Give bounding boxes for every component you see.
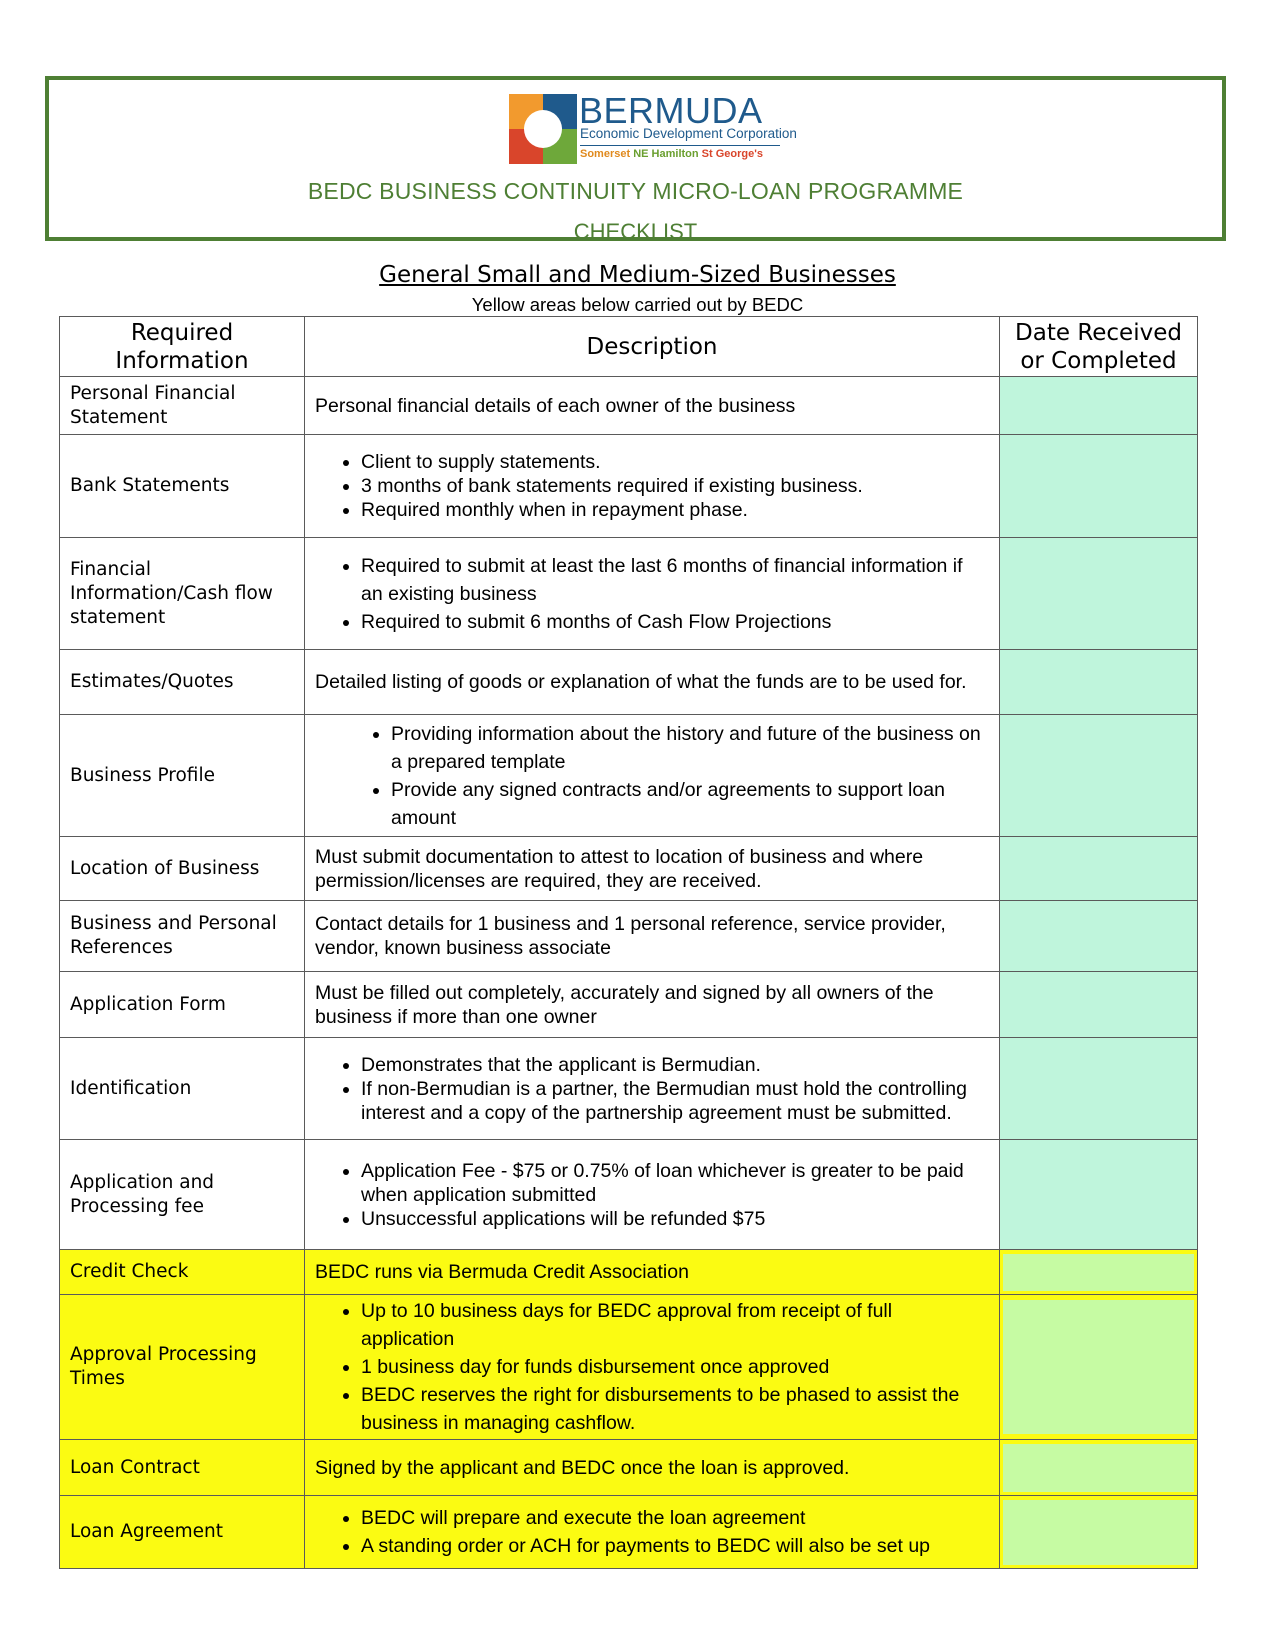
row-required-label: Application and Processing fee	[60, 1140, 305, 1250]
table-row	[60, 377, 1198, 435]
row-required-label: Financial Information/Cash flow statement	[60, 538, 305, 650]
list-item: • BEDC reserves the right for disbursements to be phased to assist the business in managing cashflow.	[361, 1381, 989, 1437]
header-description: Description	[305, 317, 1000, 377]
row-required-label: Loan Contract	[60, 1440, 305, 1496]
row-required-label: Estimates/Quotes	[60, 650, 305, 715]
row-description	[305, 1295, 1000, 1440]
table-row-bedc	[60, 1250, 1198, 1295]
logo-subtitle: Economic Development Corporation	[580, 126, 797, 141]
row-description: Must submit documentation to attest to location of business and where permission/licenses are required, they are received.	[305, 837, 1000, 901]
row-required-label: Loan Agreement	[60, 1496, 305, 1569]
table-row	[60, 972, 1198, 1038]
table-row	[60, 435, 1198, 538]
row-required-label: Business and Personal References	[60, 901, 305, 972]
location-ne-hamilton: NE Hamilton	[633, 148, 699, 160]
list-item: • Required to submit at least the last 6 months of financial information if an existing business	[361, 552, 989, 608]
list-item: • Unsuccessful applications will be refunded $75	[361, 1207, 989, 1231]
row-description: Personal financial details of each owner of the business	[305, 377, 1000, 435]
table-row	[60, 1038, 1198, 1140]
row-required-label: Location of Business	[60, 837, 305, 901]
row-required-label: Bank Statements	[60, 435, 305, 538]
date-received-cell[interactable]	[1000, 1440, 1198, 1496]
table-row-bedc	[60, 1496, 1198, 1569]
row-required-label: Identification	[60, 1038, 305, 1140]
table-row	[60, 650, 1198, 715]
table-row	[60, 538, 1198, 650]
list-item: • Application Fee - $75 or 0.75% of loan whichever is greater to be paid when application submitted	[361, 1159, 989, 1207]
row-required-label: Credit Check	[60, 1250, 305, 1295]
date-received-cell[interactable]	[1000, 1038, 1198, 1140]
checklist-table	[59, 316, 1198, 1569]
list-item: • Demonstrates that the applicant is Bermudian.	[361, 1053, 989, 1077]
date-received-cell[interactable]	[1000, 377, 1198, 435]
header-date-received: Date Received or Completed	[1000, 317, 1198, 377]
row-required-label: Business Profile	[60, 715, 305, 837]
date-received-cell[interactable]	[1000, 538, 1198, 650]
programme-subtitle: CHECKLIST	[573, 219, 698, 244]
row-required-label: Application Form	[60, 972, 305, 1038]
list-item: • 3 months of bank statements required if existing business.	[361, 474, 989, 498]
row-description	[305, 715, 1000, 837]
programme-title: BEDC BUSINESS CONTINUITY MICRO-LOAN PROGRAMME	[307, 178, 964, 204]
row-description: Signed by the applicant and BEDC once the loan is approved.	[305, 1440, 1000, 1496]
date-received-cell[interactable]	[1000, 1250, 1198, 1295]
header-box	[45, 76, 1226, 244]
table-row	[60, 901, 1198, 972]
list-item: • Provide any signed contracts and/or agreements to support loan amount	[391, 776, 989, 832]
row-description: Detailed listing of goods or explanation of what the funds are to be used for.	[305, 650, 1000, 715]
table-row	[60, 715, 1198, 837]
logo-locations	[580, 148, 763, 160]
bedc-logo	[509, 90, 829, 168]
date-received-cell[interactable]	[1000, 972, 1198, 1038]
list-item: • BEDC will prepare and execute the loan agreement	[361, 1504, 989, 1532]
row-description	[305, 1140, 1000, 1250]
date-received-cell[interactable]	[1000, 1295, 1198, 1440]
list-item: • Up to 10 business days for BEDC approval from receipt of full application	[361, 1297, 989, 1353]
list-item: • If non-Bermudian is a partner, the Bermudian must hold the controlling interest and a copy of the partnership agreement must be submitted.	[361, 1077, 989, 1125]
date-received-cell[interactable]	[1000, 1140, 1198, 1250]
list-item: • 1 business day for funds disbursement once approved	[361, 1353, 989, 1381]
section-title: General Small and Medium-Sized Businesses	[379, 262, 896, 288]
row-description	[305, 1038, 1000, 1140]
location-somerset: Somerset	[580, 148, 631, 160]
date-received-cell[interactable]	[1000, 650, 1198, 715]
list-item: • Required monthly when in repayment phase.	[361, 498, 989, 522]
logo-wordmark: BERMUDA	[579, 90, 763, 131]
row-description: Must be filled out completely, accurately and signed by all owners of the business if more than one owner	[305, 972, 1000, 1038]
row-description	[305, 538, 1000, 650]
date-received-cell[interactable]	[1000, 837, 1198, 901]
date-received-cell[interactable]	[1000, 1496, 1198, 1569]
table-row	[60, 837, 1198, 901]
location-st-georges: St George's	[701, 148, 763, 160]
row-required-label: Personal Financial Statement	[60, 377, 305, 435]
list-item: • Required to submit 6 months of Cash Flow Projections	[361, 608, 989, 636]
row-description: Contact details for 1 business and 1 personal reference, service provider, vendor, known business associate	[305, 901, 1000, 972]
bedc-logo-icon	[509, 94, 577, 164]
row-description	[305, 435, 1000, 538]
list-item: • Providing information about the history and future of the business on a prepared template	[391, 720, 989, 776]
table-row	[60, 1140, 1198, 1250]
table-row-bedc	[60, 1295, 1198, 1440]
section-note: Yellow areas below carried out by BEDC	[471, 294, 804, 315]
date-received-cell[interactable]	[1000, 435, 1198, 538]
list-item: • A standing order or ACH for payments to BEDC will also be set up	[361, 1532, 989, 1560]
logo-divider	[580, 145, 780, 146]
row-description: BEDC runs via Bermuda Credit Association	[305, 1250, 1000, 1295]
table-row-bedc	[60, 1440, 1198, 1496]
list-item: • Client to supply statements.	[361, 450, 989, 474]
table-header-row	[60, 317, 1198, 377]
row-required-label: Approval Processing Times	[60, 1295, 305, 1440]
date-received-cell[interactable]	[1000, 901, 1198, 972]
date-received-cell[interactable]	[1000, 715, 1198, 837]
header-required-information: Required Information	[60, 317, 305, 377]
row-description	[305, 1496, 1000, 1569]
